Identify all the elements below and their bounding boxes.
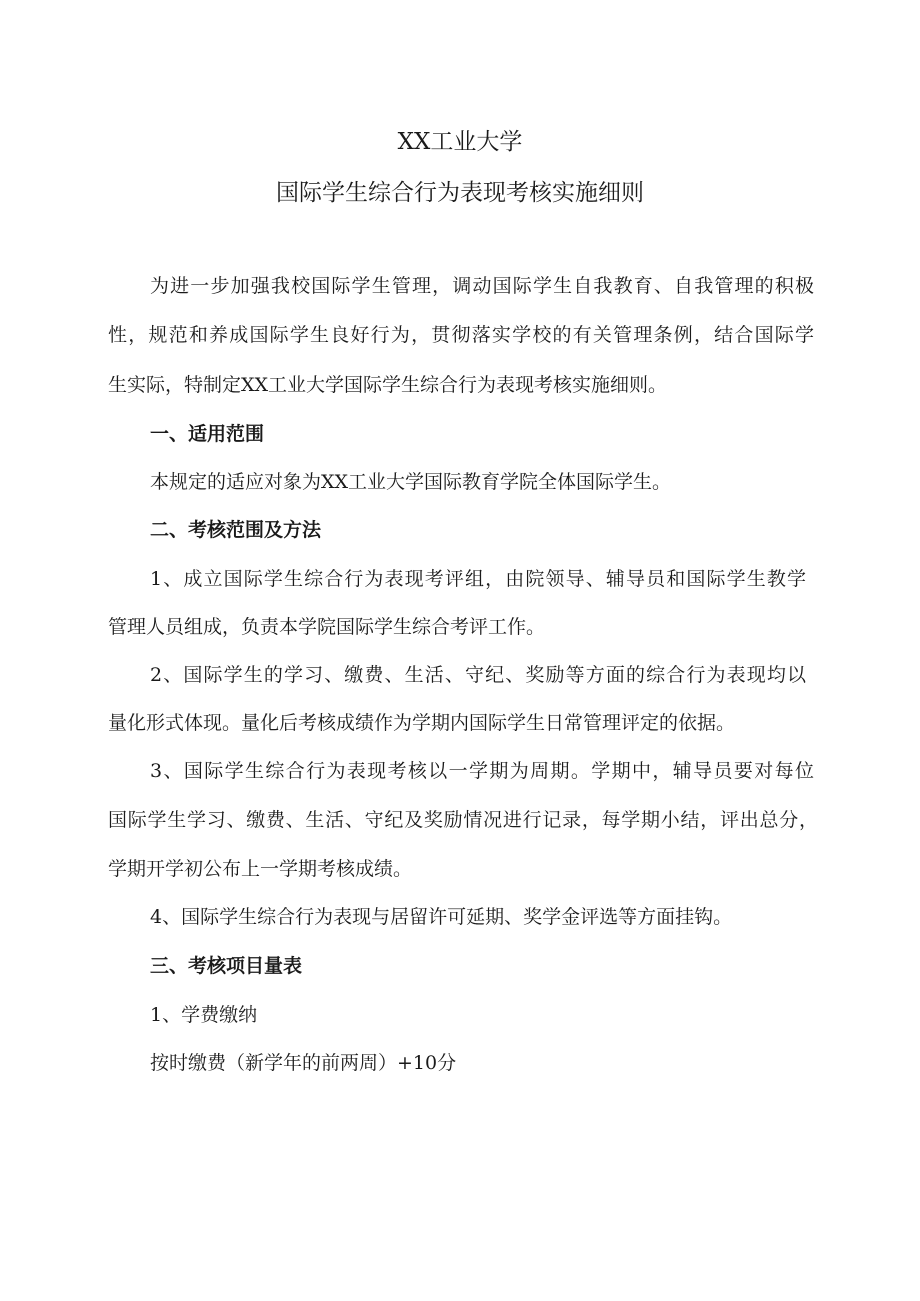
intro-line-1: 为进一步加强我校国际学生管理，调动国际学生自我教育、自我管理的积极 [150, 275, 814, 297]
intro-line-2: 性，规范和养成国际学生良好行为，贯彻落实学校的有关管理条例，结合国际学 [108, 324, 814, 346]
document-subtitle: 国际学生综合行为表现考核实施细则 [276, 180, 644, 206]
section-2-heading: 二、考核范围及方法 [150, 519, 322, 541]
section-2-item-3-line-3: 学期开学初公布上一学期考核成绩。 [108, 858, 413, 880]
section-1-heading: 一、适用范围 [150, 423, 265, 445]
section-2-item-1-line-2: 管理人员组成，负责本学院国际学生综合考评工作。 [108, 616, 546, 638]
document-title: XX工业大学 [397, 129, 523, 155]
section-2-item-3-line-2: 国际学生学习、缴费、生活、守纪及奖励情况进行记录，每学期小结，评出总分， [108, 809, 818, 831]
section-2-item-2-line-1: 2、国际学生的学习、缴费、生活、守纪、奖励等方面的综合行为表现均以 [150, 664, 806, 686]
section-2-item-1-line-1: 1、成立国际学生综合行为表现考评组，由院领导、辅导员和国际学生教学 [150, 568, 806, 590]
section-2-item-3-line-1: 3、国际学生综合行为表现考核以一学期为周期。学期中，辅导员要对每位 [150, 760, 814, 782]
section-2-item-4: 4、国际学生综合行为表现与居留许可延期、奖学金评选等方面挂钩。 [150, 906, 733, 928]
section-3-heading: 三、考核项目量表 [150, 955, 303, 977]
section-3-item-1-detail: 按时缴费（新学年的前两周）+10分 [150, 1052, 457, 1074]
section-3-item-1: 1、学费缴纳 [150, 1004, 258, 1026]
intro-line-3: 生实际，特制定XX工业大学国际学生综合行为表现考核实施细则。 [108, 374, 668, 396]
section-2-item-2-line-2: 量化形式体现。量化后考核成绩作为学期内国际学生日常管理评定的依据。 [108, 712, 736, 734]
section-1-text: 本规定的适应对象为XX工业大学国际教育学院全体国际学生。 [150, 471, 672, 493]
